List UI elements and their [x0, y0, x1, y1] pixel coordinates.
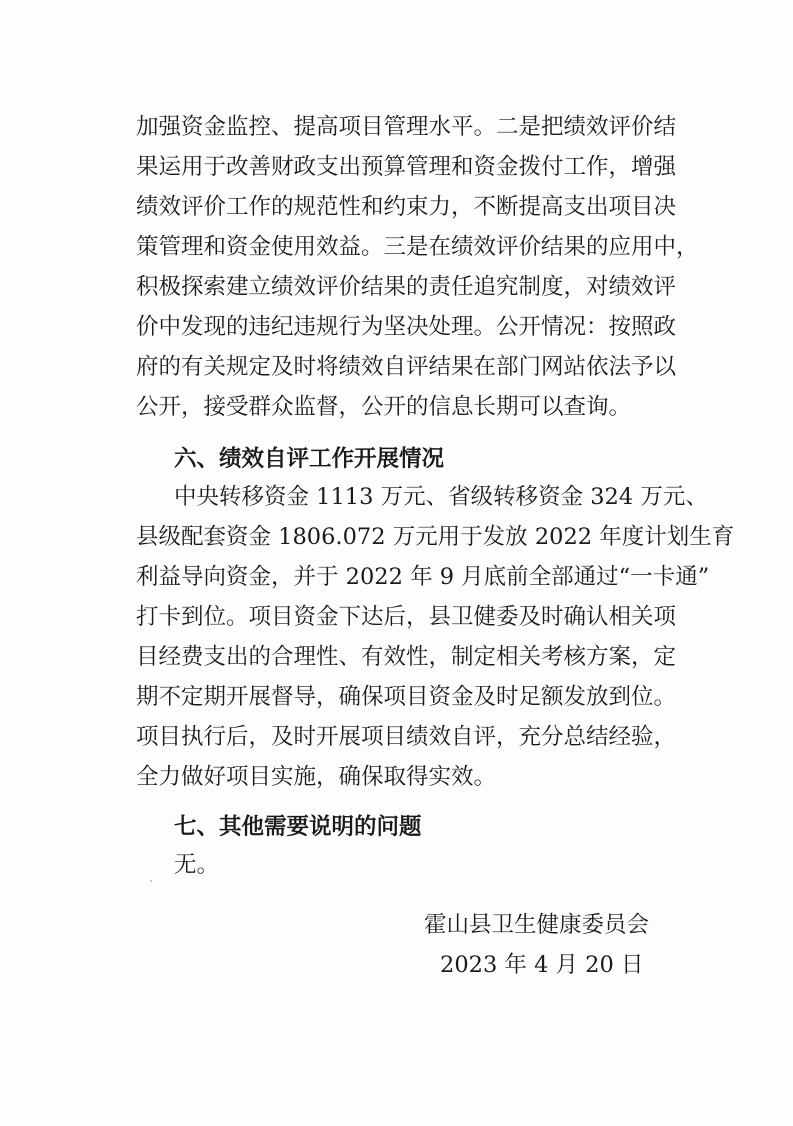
- signature-organization: 霍山县卫生健康委员会: [424, 912, 650, 938]
- paragraph-line: 期不定期开展督导，确保项目资金及时足额发放到位。: [136, 684, 677, 710]
- paragraph-line: 积极探索建立绩效评价结果的责任追究制度，对绩效评: [136, 274, 677, 300]
- paragraph-line: 果运用于改善财政支出预算管理和资金拨付工作，增强: [136, 154, 677, 180]
- paragraph-line: 府的有关规定及时将绩效自评结果在部门网站依法予以: [136, 354, 677, 380]
- signature-date: 2023 年 4 月 20 日: [440, 952, 644, 978]
- scan-speck: [150, 880, 152, 882]
- paragraph-line: 策管理和资金使用效益。三是在绩效评价结果的应用中，: [136, 234, 699, 260]
- paragraph-line: 公开，接受群众监督，公开的信息长期可以查询。: [136, 394, 632, 420]
- section-heading-7: 七、其他需要说明的问题: [174, 814, 422, 840]
- section-heading-6: 六、绩效自评工作开展情况: [174, 446, 445, 472]
- paragraph-line: 目经费支出的合理性、有效性，制定相关考核方案，定: [136, 644, 677, 670]
- paragraph-line: 项目执行后，及时开展项目绩效自评，充分总结经验，: [136, 724, 677, 750]
- section-7-body: 无。: [174, 852, 220, 878]
- paragraph-line: 价中发现的违纪违规行为坚决处理。公开情况：按照政: [136, 314, 677, 340]
- paragraph-line: 中央转移资金 1113 万元、省级转移资金 324 万元、: [174, 484, 708, 510]
- paragraph-line: 利益导向资金，并于 2022 年 9 月底前全部通过“一卡通”: [136, 564, 710, 590]
- paragraph-line: 绩效评价工作的规范性和约束力，不断提高支出项目决: [136, 194, 677, 220]
- paragraph-line: 加强资金监控、提高项目管理水平。二是把绩效评价结: [136, 114, 677, 140]
- paragraph-line: 县级配套资金 1806.072 万元用于发放 2022 年度计划生育: [136, 524, 735, 550]
- paragraph-line: 打卡到位。项目资金下达后，县卫健委及时确认相关项: [136, 604, 677, 630]
- paragraph-line: 全力做好项目实施，确保取得实效。: [136, 764, 497, 790]
